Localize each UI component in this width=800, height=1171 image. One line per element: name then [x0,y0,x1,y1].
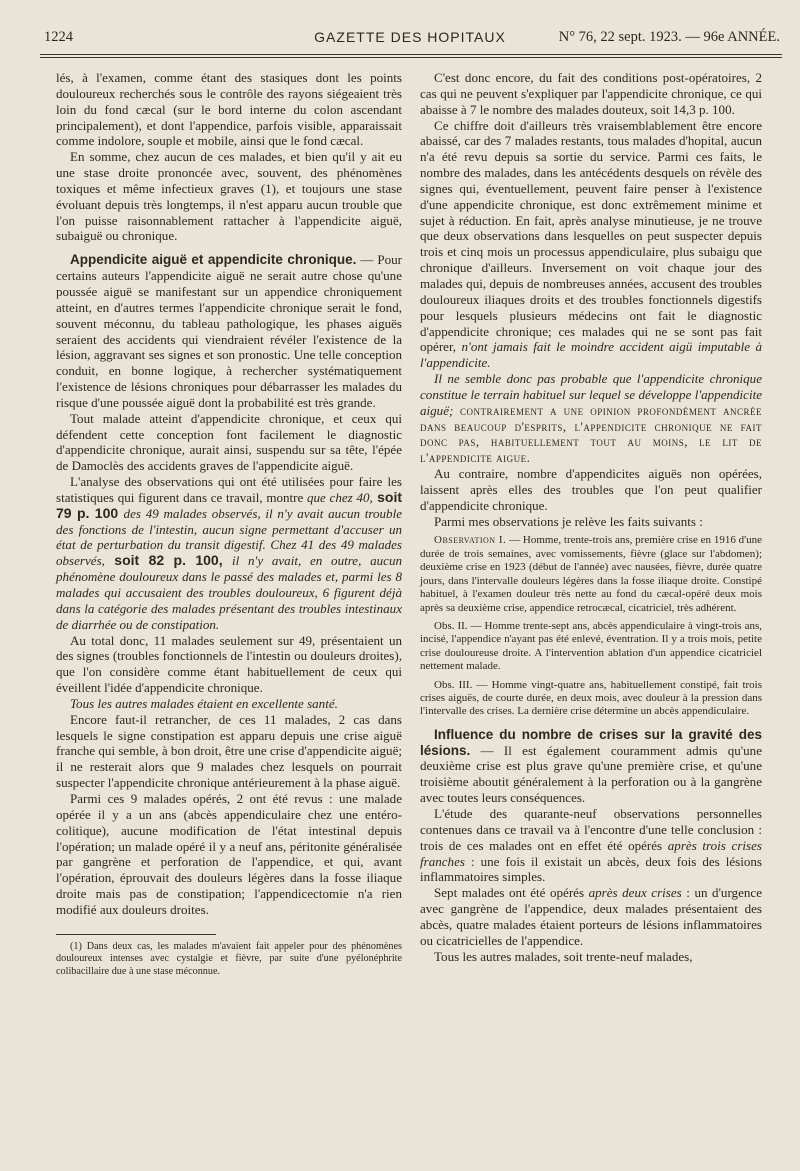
bold-figure: soit 79 p. 100 [56,488,402,521]
emphasis: n'ont jamais fait le moindre accident aigü imputable à l'appendicite. [420,339,762,371]
paragraph-text: L'analyse des observations qui ont été utilisées pour faire les statistiques qui figurent dans ce travail, montre [56,474,402,505]
paragraph: En somme, chez aucun de ces malades, et bien qu'il y ait eu une stase droite prononcée avec, souvent, des phénomènes toxiques et même infectieux graves (1), et toujours une stase évoluant depuis très longtemps, il n'est apparu aucun trouble que l'on puisse raisonnablement rattacher à l'appendicite aiguë, subaiguë ou chronique. [56,149,402,244]
paragraph-text: : un d'urgence avec gangrène de l'appendice, deux malades présentaient des abcès, quatre malades étaient porteurs de lésions inflammatoires ou cicatricielles de l'appendice. [420,885,762,948]
emphasis: il n'y avait, en outre, aucun phénomène douloureux dans le passé des malades et, parmi les 8 malades qui accusaient des troubles douloureux, 6 figurent déjà dans la catégorie des malades présentant des troubles intestinaux de diarrhée ou de constipation. [56,553,402,632]
paragraph [420,806,762,885]
footnote-rule [56,934,216,935]
paragraph: Au contraire, nombre d'appendicites aiguës non opérées, laissent après elles des troubles que l'on peut qualifier d'appendicite chronique. [420,466,762,513]
observation-text: — Homme, trente-trois ans, première crise en 1916 d'une durée de trois semaines, avec vomissements, fièvre (glace sur l'abdomen); deuxième crise en 1923 (début de l'année) avec nausées, fièvre, durée quatre jours, dans l'intervalle douleurs légères dans la fosse iliaque droite. Constipé habituel, à l'examen douleur très nette au fond du cæcal-opéré deux mois après sa deuxième crise, appendice retrocæcal, cicatriciel, très adhérent. [420,534,762,614]
observation-text: — Homme vingt-quatre ans, habituellement constipé, fait trois crises aiguës, de courte durée, en deux mois, avec douleur à la pression dans l'intervalle des crises. La dernière crise détermine un abcès appendiculaire. [420,678,762,718]
observation-text: — Homme trente-sept ans, abcès appendiculaire à vingt-trois ans, incisé, l'appendice n'ayant pas été enlevé, éventration. Il y a trois mois, petite crise douloureuse droite. A l'intervention ablation d'un appendice cicatriciel nettement malade. [420,619,762,673]
paragraph [420,118,762,372]
right-column [420,70,762,964]
section-heading: Influence du nombre de crises sur la gravité des lésions. [420,726,762,758]
emphasis: Il ne semble donc pas probable que l'appendicite chronique constitue le terrain habituel sur lequel se développe l'appendicite aiguë; [420,371,762,418]
emphasis: après trois crises franches [420,837,762,869]
paragraph [420,727,762,806]
bold-figure: soit 82 p. 100, [104,552,232,569]
paragraph: Encore faut-il retrancher, de ces 11 malades, 2 cas dans lesquels le signe constipation est apparu depuis une crise aiguë franche qui semble, à bon droit, être une crise d'appendicite aiguë; il ne resterait alors que 9 malades chez lesquels on pourrait suspecter l'appendicite chronique antérieurement à la phase aiguë. [56,711,402,791]
small-caps-text: contrairement a une opinion profondément ancrée dans beaucoup d'esprits, l'appendicite chronique ne fait donc pas, habituellement tout au moins, le lit de l'appendicite aigue. [420,402,762,466]
paragraph-text: — Pour certains auteurs l'appendicite aiguë ne serait autre chose qu'une poussée aiguë se manifestant sur un appendice chroniquement atteint, en d'autres termes l'appendicite chronique serait le fond, souvent méconnu, du tableau pathologique, les phases aiguës seraient des accidents qui viendraient révéler l'existence de la lésion, aggravant ses signes et son pronostic. Une telle conception conduit, en bonne logique, à rechercher systématiquement l'existence de lésions chroniques pour débarrasser les malades du risque d'une poussée aiguë dont la probabilité est très grande. [56,252,403,410]
paragraph [420,885,762,948]
journal-title: GAZETTE DES HOPITAUX [314,29,506,45]
paragraph: C'est donc encore, du fait des conditions post-opératoires, 2 cas qui ne peuvent s'expliquer par l'appendicite chronique, ce qui abaisse à 7 le nombre des malades douteux, soit 14,3 p. 100. [420,70,762,117]
observation-3 [420,679,762,719]
running-header [40,27,780,49]
header-rule-top [40,54,782,55]
observation-2 [420,620,762,674]
issue-info: N° 76, 22 sept. 1923. — 96e ANNÉE. [558,29,780,45]
observations [420,534,762,718]
emphasis: que chez 40, [307,489,373,505]
paragraph-text: — Il est également couramment admis qu'une deuxième crise est plus grave qu'une première crise, et qu'une troisième aboutit généralement à la perforation ou à la gangrène avec toutes leurs conséquences. [420,742,762,806]
observation-label: Obs. III. [434,678,473,691]
emphasis: après deux crises [588,885,682,901]
paragraph-text: L'étude des quarante-neuf observations personnelles contenues dans ce travail va à l'encontre d'une telle conclusion : trois de ces malades ont en effet été opérés [420,805,762,853]
paragraph-text: : une fois il existait un abcès, deux fois des lésions inflammatoires simples. [420,853,762,885]
paragraph: Parmi ces 9 malades opérés, 2 ont été revus : une malade opérée il y a un ans (abcès appendiculaire chez une entéro-colitique), aucune modification de l'état intestinal depuis l'opération; un malade opéré il y a neuf ans, péritonite généralisée par gangrène et perforation de l'appendice, et qui, avant l'opération, éprouvait des douleurs légères dans la fosse iliaque droite mais pas de constipation; l'appendicectomie n'a rien modifié aux douleurs droites. [56,790,402,917]
paragraph [56,252,402,410]
paragraph-text: Ce chiffre doit d'ailleurs très vraisemblablement être encore abaissé, car des 7 malades restants, tous malades d'hopital, aucun n'a été revu depuis sa sortie du service. Parmi ces faits, le nombre des malades, dans les antécédents desquels on révèle des signes qui, éventuellement, peuvent faire penser à l'existence d'une appendicite chronique, est donc extrêmement minime et sujet à réduction. En fait, après analyse minutieuse, je ne trouve que deux observations dans lesquelles on peut suspecter depuis trois et cinq mois un processus appendiculaire, plus subaigu que chronique d'ailleurs. Inversement on voit chaque jour des malades qui, depuis de nombreuses années, accusent des troubles douloureux iliaques droits et des troubles fonctionnels digestifs pour lesquels plusieurs médecins ont fait le diagnostic d'appendicite chronique; ces malades qui ne se sont pas fait opérer, [420,117,762,355]
header-rule-bottom [40,57,782,58]
section-heading: Appendicite aiguë et appendicite chronique. [70,252,357,268]
paragraph: Parmi mes observations je relève les faits suivants : [434,513,703,529]
observation-1 [420,534,762,614]
paragraph: Au total donc, 11 malades seulement sur 49, présentaient un des signes (troubles fonctionnels de l'intestin ou douleurs droites), que l'on considère comme étant habituellement de ceux qui éveillent l'idée d'appendicite chronique. [56,632,402,696]
emphasis: des 49 malades observés, il n'y avait aucun trouble des fonctions de l'intestin, aucun signe permettant d'accuser un état de perturbation du transit digestif. Chez 41 des 49 malades observés, [56,505,402,569]
paragraph [56,696,402,712]
observation-label: Observation I. [434,534,507,547]
paragraph [56,474,402,632]
paragraph [420,371,762,466]
paragraph-text: Sept malades ont été opérés [434,885,589,901]
emphasis: Tous les autres malades étaient en excellente santé. [70,695,338,711]
footnote: (1) Dans deux cas, les malades m'avaient fait appeler pour des phénomènes douloureux intenses avec cystalgie et fièvre, par suite d'une pyélonéphrite colibacillaire due à une stase méconnue. [56,940,402,977]
paragraph: lés, à l'examen, comme étant des stasiques dont les points douloureux recherchés sous le contrôle des rayons siégeaient très loin du fond cæcal (sur le bord interne du colon ascendant principalement), et dont l'appendice, parfois visible, apparaissait comme indolore, souple et mobile, ainsi que le fond cæcal. [56,70,402,149]
paragraph: Tout malade atteint d'appendicite chronique, et ceux qui défendent cette conception font facilement le diagnostic d'appendicite chronique, aurait ainsi, suspendu sur sa tête, l'épée de Damoclès des accidents graves de l'appendicite aiguë. [56,410,402,474]
page-number: 1224 [44,29,73,45]
left-column [56,70,402,979]
observation-label: Obs. II. [434,619,468,632]
paragraph: Tous les autres malades, soit trente-neuf malades, [434,948,693,964]
